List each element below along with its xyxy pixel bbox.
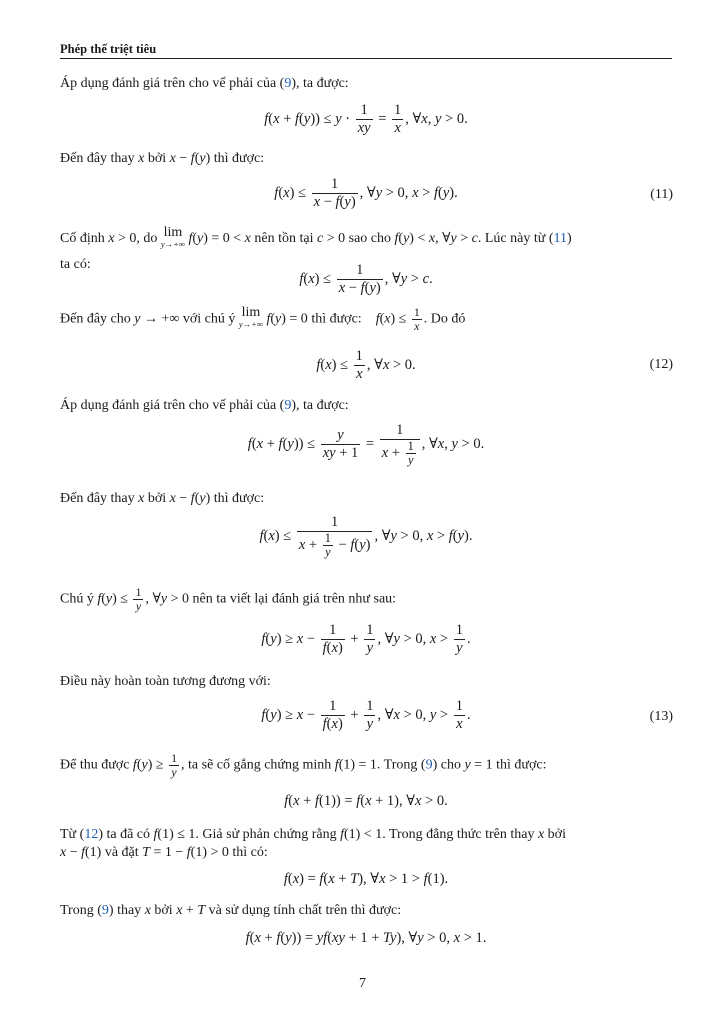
paragraph-11: Trong (9) thay x bởi x + T và sử dụng tính chất trên thì được: bbox=[60, 903, 402, 918]
equation-11: f(x) ≤ $\frac{1}{x - f(y)}$ , ∀y > 0, x > f(y). bbox=[274, 176, 458, 210]
paragraph-8: Điều này hoàn toàn tương đương với: bbox=[60, 674, 271, 689]
equation-number-11: (11) bbox=[650, 187, 673, 202]
paragraph-1: Áp dụng đánh giá trên cho vế phải của (9), ta được: bbox=[60, 76, 349, 91]
equation-h: f(x + f(y)) = yf(xy + 1 + Ty), ∀y > 0, x > 1. bbox=[245, 930, 487, 946]
paragraph-9: Để thu được f(y) ≥ $\frac{1}{y}$ , ta sẽ cố gắng chứng minh f(1) = 1. Trong (9) cho y = 1 thì được: bbox=[60, 751, 547, 779]
equation-e: f(y) ≥ x − $\frac{1}{f(x)}$ + $\frac{1}{y}$ , ∀y > 0, x > $\frac{1}{y}$ . bbox=[261, 622, 471, 656]
ref-9[interactable]: 9 bbox=[284, 76, 292, 91]
paragraph-6: Đến đây thay x bởi x − f(y) thì được: bbox=[60, 491, 265, 506]
ref-9[interactable]: 9 bbox=[101, 903, 109, 918]
equation-number-13: (13) bbox=[649, 709, 673, 724]
equation-c: f(x + f(y)) ≤ $\frac{y}{xy + 1}$ = 1 x + $\frac{1}{y}$ , ∀x, y > 0. bbox=[247, 422, 485, 467]
equation-number-12: (12) bbox=[649, 357, 673, 372]
page-number: 7 bbox=[359, 976, 366, 991]
equation-d: f(x) ≤ 1 x + $\frac{1}{y}$ − f(y) , ∀y > 0, x > f(y). bbox=[259, 514, 473, 559]
header-rule bbox=[60, 58, 672, 59]
paragraph-5: Áp dụng đánh giá trên cho vế phải của (9), ta được: bbox=[60, 398, 349, 413]
paragraph-3: Cố định x > 0, do lim y→+∞ f(y) = 0 < x nên tồn tại c > 0 sao cho f(y) < x, ∀y > c. Lúc này từ (11) ta có: bbox=[60, 225, 572, 272]
paragraph-7: Chú ý f(y) ≤ $\frac{1}{y}$ , ∀y > 0 nên ta viết lại đánh giá trên như sau: bbox=[60, 585, 397, 613]
ref-9[interactable]: 9 bbox=[425, 757, 433, 773]
equation-f: f(x + f(1)) = f(x + 1), ∀x > 0. bbox=[284, 793, 448, 809]
equation-13: f(y) ≥ x − $\frac{1}{f(x)}$ + $\frac{1}{y}$ , ∀x > 0, y > $\frac{1}{x}$ . bbox=[261, 698, 471, 732]
running-header: Phép thế triệt tiêu bbox=[60, 42, 157, 56]
paragraph-10: Từ (12) ta đã có f(1) ≤ 1. Giả sử phản chứng rằng f(1) < 1. Trong đẳng thức trên thay x bởi x − f(1) và đặt T = 1 − f(1) > 0 thì có: bbox=[60, 827, 566, 860]
equation-12: f(x) ≤ $\frac{1}{x}$ , ∀x > 0. bbox=[316, 348, 416, 382]
paragraph-2: Đến đây thay x bởi x − f(y) thì được: bbox=[60, 151, 265, 166]
ref-9[interactable]: 9 bbox=[284, 398, 292, 413]
paragraph-4: Đến đây cho y → +∞ với chú ý lim y→+∞ f(y) = 0 thì được: f(x) ≤ $\frac{1}{x}$ . Do đó bbox=[60, 305, 466, 333]
equation-b: f(x) ≤ $\frac{1}{x - f(y)}$ , ∀y > c. bbox=[299, 262, 433, 296]
equation-g: f(x) = f(x + T), ∀x > 1 > f(1). bbox=[283, 871, 449, 887]
ref-12[interactable]: 12 bbox=[84, 827, 99, 842]
equation-a: f(x + f(y)) ≤ y · $\frac{1}{xy}$ = $\frac{1}{x}$ , ∀x, y > 0. bbox=[264, 102, 468, 136]
ref-11[interactable]: 11 bbox=[553, 231, 567, 246]
